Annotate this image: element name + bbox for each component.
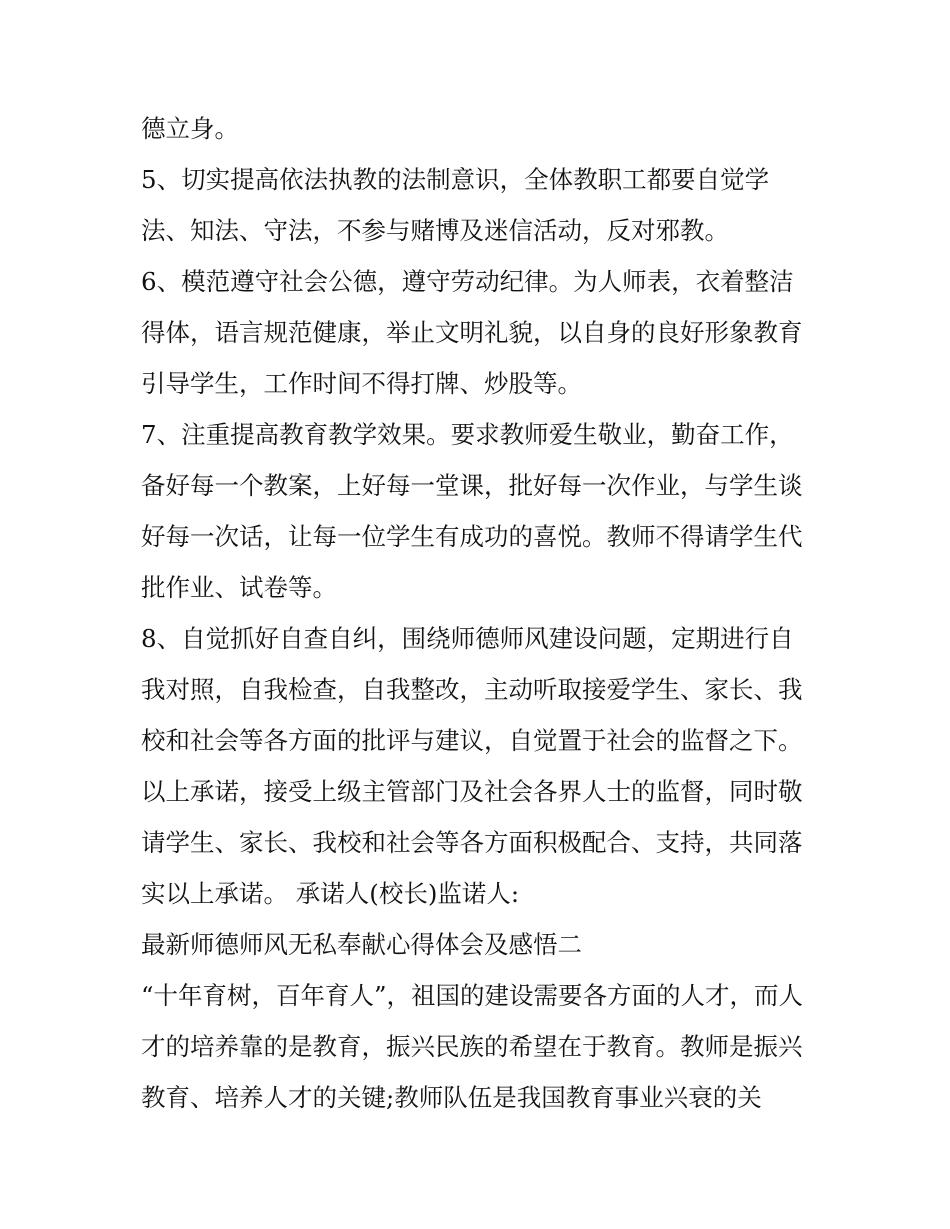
text-line: 7、注重提高教育教学效果。要求教师爱生敬业，勤奋工作， — [141, 420, 794, 449]
text-line: 校和社会等各方面的批评与建议，自觉置于社会的监督之下。 — [141, 726, 803, 755]
section-heading: 最新师德师风无私奉献心得体会及感悟二 — [141, 930, 582, 959]
text-line: 引导学生，工作时间不得打牌、炒股等。 — [141, 369, 582, 398]
text-line: 德立身。 — [141, 114, 239, 143]
text-line: “十年育树，百年育人”，祖国的建设需要各方面的人才，而人 — [141, 981, 804, 1010]
text-line: 实以上承诺。 承诺人(校长)监诺人: — [141, 879, 520, 908]
text-line: 才的培养靠的是教育，振兴民族的希望在于教育。教师是振兴 — [141, 1032, 803, 1061]
text-line: 批作业、试卷等。 — [141, 573, 337, 602]
text-line: 备好每一个教案，上好每一堂课，批好每一次作业，与学生谈 — [141, 471, 803, 500]
text-line: 教育、培养人才的关键;教师队伍是我国教育事业兴衰的关 — [141, 1083, 762, 1112]
text-line: 以上承诺，接受上级主管部门及社会各界人士的监督，同时敬 — [141, 777, 803, 806]
text-line: 法、知法、守法，不参与赌博及迷信活动，反对邪教。 — [141, 216, 729, 245]
document-body — [141, 108, 821, 1128]
text-line: 得体，语言规范健康，举止文明礼貌，以自身的良好形象教育 — [141, 318, 803, 347]
text-line: 请学生、家长、我校和社会等各方面积极配合、支持，共同落 — [141, 828, 803, 857]
text-line: 6、模范遵守社会公德，遵守劳动纪律。为人师表，衣着整洁 — [141, 267, 794, 296]
text-line: 好每一次话，让每一位学生有成功的喜悦。教师不得请学生代 — [141, 522, 803, 551]
text-line: 8、自觉抓好自查自纠，围绕师德师风建设问题，定期进行自 — [141, 624, 794, 653]
text-line: 5、切实提高依法执教的法制意识，全体教职工都要自觉学 — [141, 165, 770, 194]
text-line: 我对照，自我检查，自我整改，主动听取接爱学生、家长、我 — [141, 675, 803, 704]
